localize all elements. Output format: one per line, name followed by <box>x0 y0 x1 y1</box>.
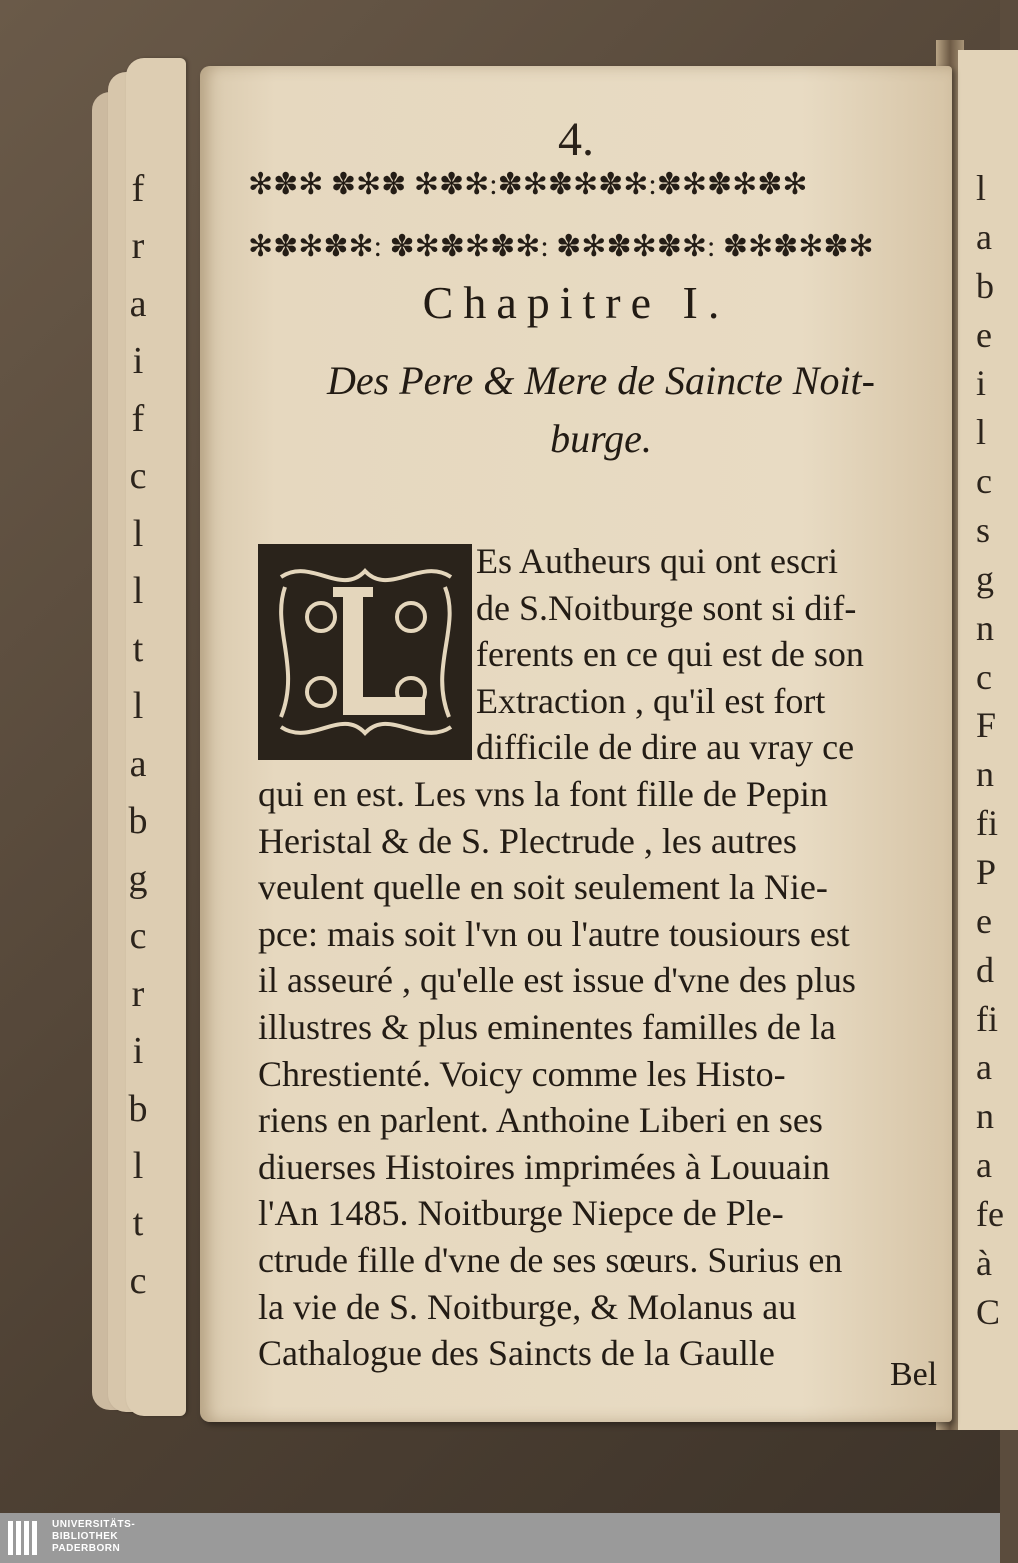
edge-letter: a <box>129 742 147 785</box>
decorated-initial-l <box>258 544 472 760</box>
text-line: illustres & plus eminentes familles de la <box>258 1007 836 1047</box>
edge-letter: c <box>976 656 992 697</box>
edge-letter: C <box>976 1291 1001 1332</box>
edge-letter: à <box>976 1242 992 1283</box>
ornament-border-top: ✻✽✻ ✽✻✽ ✻✽✻:✽✻✽✻✽✻:✽✻✽✻✽✻ <box>248 167 808 201</box>
edge-letter: c <box>976 461 992 502</box>
edge-letter: l <box>976 168 987 208</box>
edge-letter: e <box>976 900 992 941</box>
edge-letter: d <box>976 949 994 990</box>
edge-letter: l <box>976 412 987 453</box>
edge-letter: n <box>976 1096 994 1137</box>
edge-letter: fi <box>976 803 998 844</box>
text-line: ferents en ce qui est de son <box>476 634 864 675</box>
edge-letter: e <box>976 314 992 355</box>
text-line: pce: mais soit l'vn ou l'autre tousiours est <box>258 913 850 954</box>
text-line: Cathalogue des Saincts de la Gaulle <box>258 1333 775 1374</box>
catchword: Bel <box>890 1356 938 1393</box>
text-line: difficile de dire au vray ce <box>476 727 855 768</box>
text-line: Extraction , qu'il est fort <box>476 680 826 721</box>
edge-letter: c <box>129 455 147 498</box>
edge-letter: fi <box>976 998 998 1039</box>
edge-letter: f <box>131 397 145 440</box>
edge-letter: n <box>976 607 994 648</box>
library-name-line: UNIVERSITÄTS- <box>52 1519 136 1530</box>
text-line: la vie de S. Noitburge, & Molanus au <box>258 1286 797 1327</box>
edge-letter: c <box>129 1259 147 1302</box>
text-line: Es Autheurs qui ont escri <box>476 541 838 581</box>
edge-letter: a <box>976 216 992 257</box>
edge-letter: fe <box>976 1194 1004 1235</box>
edge-letter: a <box>976 1047 992 1088</box>
text-line: ctrude fille d'vne de ses sœurs. Surius en <box>258 1240 843 1280</box>
left-edge-letters <box>118 170 158 1300</box>
text-line: il asseuré , qu'elle est issue d'vne des plus <box>258 960 856 1001</box>
subtitle-line: Des Pere & Mere de Saincte Noit- <box>327 358 875 403</box>
edge-letter: l <box>132 685 144 728</box>
edge-letter: b <box>976 265 994 306</box>
library-name-line: PADERBORN <box>52 1543 121 1554</box>
edge-letter: l <box>132 570 144 613</box>
book-page <box>200 66 952 1422</box>
text-line: diuerses Histoires imprimées à Louuain <box>258 1146 830 1187</box>
edge-letter: F <box>976 705 997 746</box>
edge-letter: t <box>132 1202 144 1245</box>
chapter-subtitle <box>256 352 946 468</box>
edge-letter: f <box>131 168 145 210</box>
edge-letter: s <box>976 510 991 551</box>
text-line: Chrestienté. Voicy comme les Histo- <box>258 1053 786 1094</box>
edge-letter: g <box>976 558 994 599</box>
edge-letter: r <box>131 972 145 1015</box>
text-line: riens en parlent. Anthoine Liberi en ses <box>258 1100 823 1141</box>
subtitle-line: burge. <box>550 416 652 461</box>
edge-letter: t <box>132 627 144 670</box>
edge-letter: l <box>132 1144 144 1187</box>
library-name-line: BIBLIOTHEK <box>52 1531 119 1542</box>
edge-letter: r <box>131 225 145 268</box>
text-line: de S.Noitburge sont si dif- <box>476 587 857 628</box>
edge-letter: a <box>976 1145 992 1186</box>
text-line: veulent quelle en soit seulement la Nie- <box>258 867 828 908</box>
edge-letter: n <box>976 754 994 795</box>
edge-letter: c <box>129 915 147 958</box>
edge-letter: P <box>976 852 997 893</box>
edge-letter: l <box>132 512 144 555</box>
facing-page <box>958 50 1018 1430</box>
ornament-border-bottom: ✻✽✻✽✻: ✽✻✽✻✽✻: ✽✻✽✻✽✻: ✽✻✽✻✽✻ <box>248 229 874 263</box>
edge-letter: b <box>128 1087 148 1130</box>
edge-letter: i <box>132 1030 144 1073</box>
page-number: 4. <box>558 113 594 166</box>
text-line: Heristal & de S. Plectrude , les autres <box>258 820 797 861</box>
library-logo-icon <box>8 1521 42 1555</box>
edge-letter: a <box>129 282 147 325</box>
edge-letter: b <box>128 800 148 843</box>
edge-letter: i <box>132 340 144 383</box>
edge-letter: g <box>128 857 148 900</box>
text-line: l'An 1485. Noitburge Niepce de Ple- <box>258 1193 784 1234</box>
text-line: qui en est. Les vns la font fille de Pepin <box>258 774 828 814</box>
chapter-title: Chapitre I. <box>422 277 730 328</box>
edge-letter: i <box>976 363 987 404</box>
decorated-initial-icon <box>261 547 469 757</box>
facing-page-letters <box>976 170 1016 1330</box>
library-footer <box>0 1513 1000 1563</box>
library-name <box>52 1519 135 1555</box>
